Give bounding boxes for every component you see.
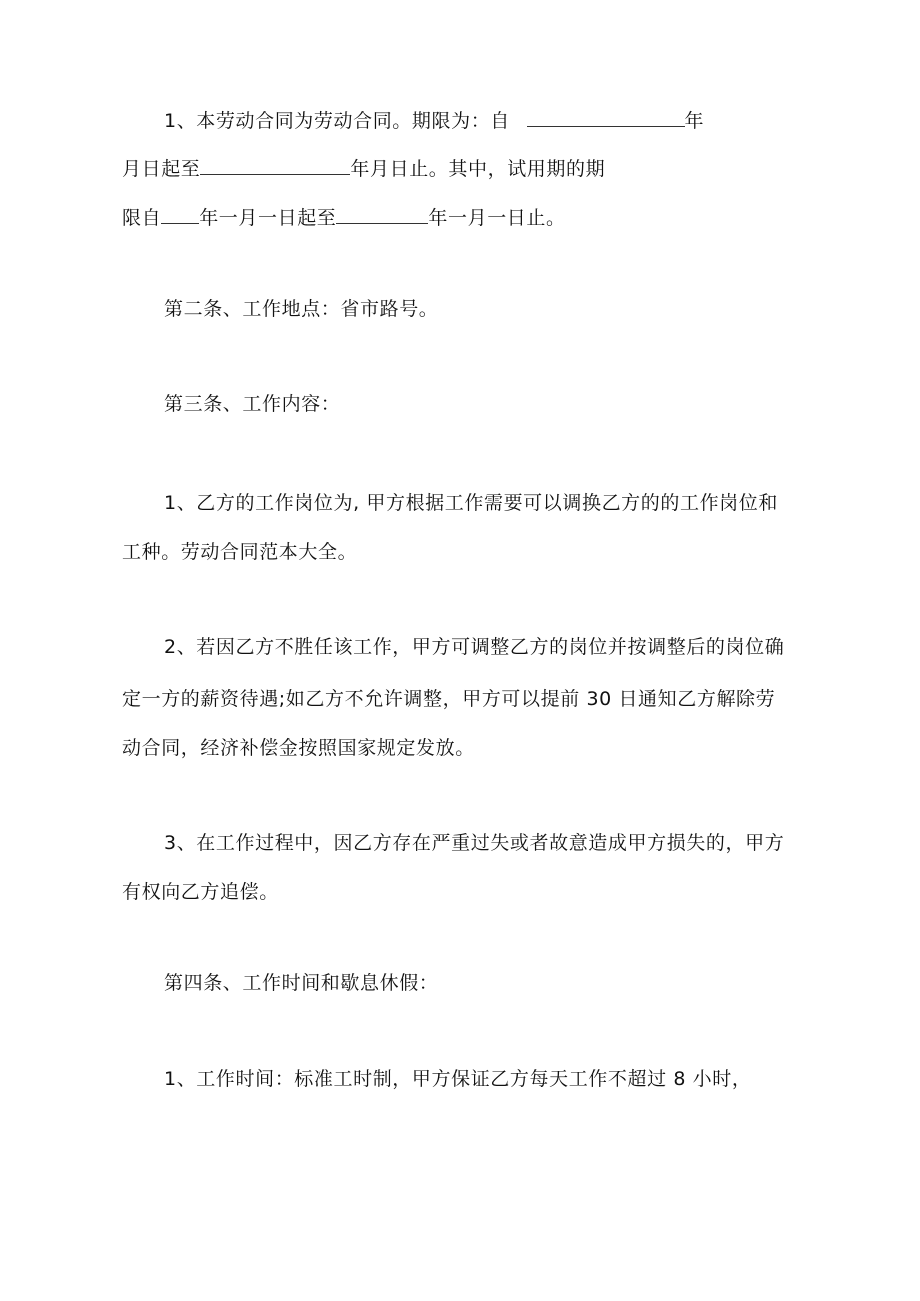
article-4-item-1-line-1: 1、工作时间：标准工时制，甲方保证乙方每天工作不超过 8 小时，: [164, 1068, 752, 1090]
blank-probation-end-year: [336, 205, 428, 224]
clause1-line3-text-c: 年一月一日止。: [428, 207, 566, 229]
article-3-item-3-line-1: 3、在工作过程中，因乙方存在严重过失或者故意造成甲方损失的，甲方: [164, 832, 785, 854]
blank-start-year: [527, 108, 685, 127]
article-3-heading: 第三条、工作内容：: [164, 393, 341, 415]
article-3-item-2-line-2: 定一方的薪资待遇;如乙方不允许调整，甲方可以提前 30 日通知乙方解除劳: [122, 688, 776, 710]
blank-end-year: [200, 156, 350, 175]
clause1-line1: [164, 108, 704, 134]
article-2-heading: 第二条、工作地点：省市路号。: [164, 298, 439, 320]
article-3-item-2-line-3: 动合同，经济补偿金按照国家规定发放。: [122, 737, 475, 759]
clause1-line3-text-b: 年一月一日起至: [199, 207, 337, 229]
clause1-line3: [122, 205, 566, 231]
clause1-line1-year: 年: [684, 110, 705, 132]
article-3-item-3-line-2: 有权向乙方追偿。: [122, 881, 279, 903]
clause1-line3-text-a: 限自: [122, 207, 162, 229]
clause1-line2-text-a: 月日起至: [122, 158, 201, 180]
article-3-item-1-line-1: 1、乙方的工作岗位为, 甲方根据工作需要可以调换乙方的的工作岗位和: [164, 492, 778, 514]
clause1-line2-text-b: 年月日止。其中，试用期的期: [350, 158, 606, 180]
clause1-line2: [122, 156, 605, 182]
article-4-heading: 第四条、工作时间和歇息休假：: [164, 972, 439, 994]
blank-probation-start-year: [161, 205, 199, 224]
article-3-item-2-line-1: 2、若因乙方不胜任该工作，甲方可调整乙方的岗位并按调整后的岗位确: [164, 636, 785, 658]
article-3-item-1-line-2: 工种。劳动合同范本大全。: [122, 541, 358, 563]
clause1-line1-text: 1、本劳动合同为劳动合同。期限为：自: [164, 110, 510, 132]
